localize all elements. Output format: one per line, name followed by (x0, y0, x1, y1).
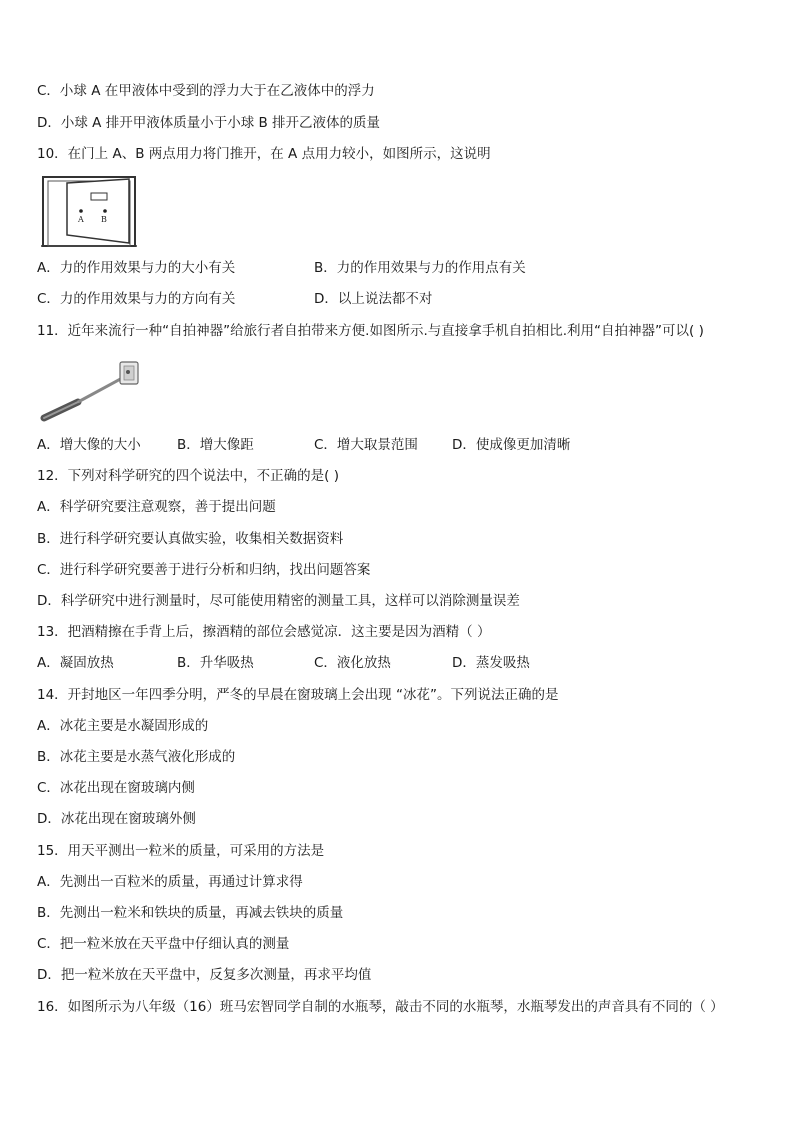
q12-option-d: D．科学研究中进行测量时，尽可能使用精密的测量工具，这样可以消除测量误差 (37, 593, 520, 609)
q12-option-c: C．进行科学研究要善于进行分析和归纳，找出问题答案 (37, 562, 371, 578)
q11-option-c: C．增大取景范围 (314, 437, 418, 453)
q13-option-d: D．蒸发吸热 (452, 655, 530, 671)
q11-option-d: D．使成像更加清晰 (452, 437, 571, 453)
q14-option-d: D．冰花出现在窗玻璃外侧 (37, 811, 196, 827)
point-b-label: B (101, 215, 107, 224)
door-figure (39, 173, 139, 247)
q9-option-c: C．小球 A 在甲液体中受到的浮力大于在乙液体中的浮力 (37, 83, 375, 99)
q10-option-d: D．以上说法都不对 (314, 291, 433, 307)
selfie-stick-figure (40, 358, 150, 424)
q10-stem: 10．在门上 A、B 两点用力将门推开，在 A 点用力较小，如图所示，这说明 (37, 146, 491, 162)
q11-option-b: B．增大像距 (177, 437, 254, 453)
q15-option-c: C．把一粒米放在天平盘中仔细认真的测量 (37, 936, 290, 952)
q12-option-b: B．进行科学研究要认真做实验，收集相关数据资料 (37, 531, 344, 547)
q10-option-c: C．力的作用效果与力的方向有关 (37, 291, 236, 307)
q13-stem: 13．把酒精擦在手背上后，擦酒精的部位会感觉凉．这主要是因为酒精（ ） (37, 624, 491, 640)
point-a-label: A (78, 215, 84, 224)
q12-stem: 12．下列对科学研究的四个说法中，不正确的是( ) (37, 468, 340, 484)
selfie-stick-illustration (40, 358, 150, 424)
q15-option-d: D．把一粒米放在天平盘中，反复多次测量，再求平均值 (37, 967, 372, 983)
q14-option-a: A．冰花主要是水凝固形成的 (37, 718, 209, 734)
q15-option-a: A．先测出一百粒米的质量，再通过计算求得 (37, 874, 303, 890)
door-illustration (39, 173, 139, 247)
q13-option-a: A．凝固放热 (37, 655, 114, 671)
q15-stem: 15．用天平测出一粒米的质量，可采用的方法是 (37, 843, 325, 859)
q14-option-c: C．冰花出现在窗玻璃内侧 (37, 780, 195, 796)
q13-option-b: B．升华吸热 (177, 655, 254, 671)
q16-stem: 16．如图所示为八年级（16）班马宏智同学自制的水瓶琴，敲击不同的水瓶琴，水瓶琴发出的声音具有不同的（ ） (37, 999, 724, 1015)
q10-option-a: A．力的作用效果与力的大小有关 (37, 260, 236, 276)
q15-option-b: B．先测出一粒米和铁块的质量，再减去铁块的质量 (37, 905, 344, 921)
q11-option-a: A．增大像的大小 (37, 437, 141, 453)
q13-option-c: C．液化放热 (314, 655, 391, 671)
q11-stem: 11．近年来流行一种“自拍神器”给旅行者自拍带来方便.如图所示.与直接拿手机自拍相比.利用“自拍神器”可以( ) (37, 323, 704, 339)
q12-option-a: A．科学研究要注意观察，善于提出问题 (37, 499, 276, 515)
q14-option-b: B．冰花主要是水蒸气液化形成的 (37, 749, 236, 765)
q9-option-d: D．小球 A 排开甲液体质量小于小球 B 排开乙液体的质量 (37, 115, 381, 131)
q14-stem: 14．开封地区一年四季分明，严冬的早晨在窗玻璃上会出现 “冰花”。下列说法正确的是 (37, 687, 559, 703)
q10-option-b: B．力的作用效果与力的作用点有关 (314, 260, 526, 276)
